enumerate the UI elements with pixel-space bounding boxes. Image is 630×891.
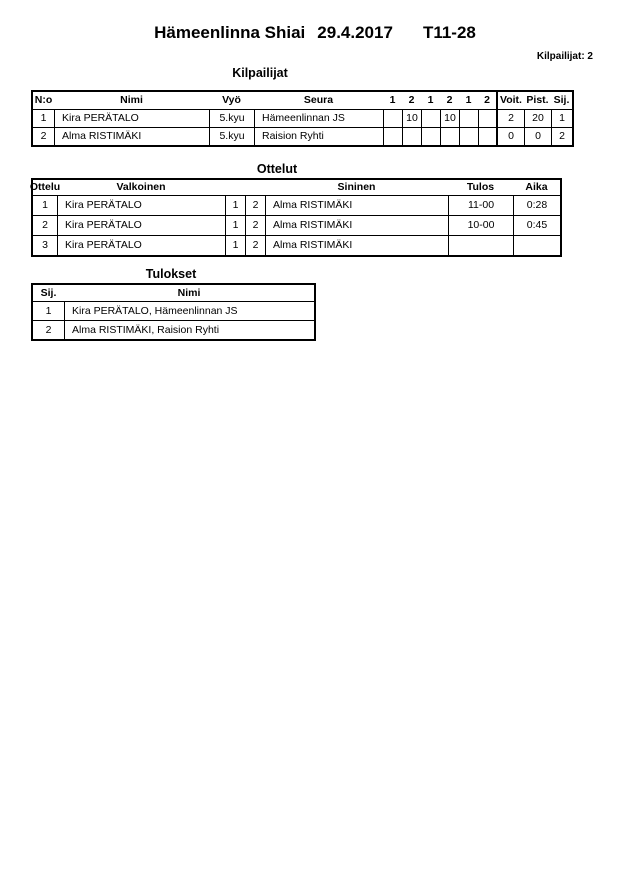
- cell-score-4: 10: [440, 110, 459, 127]
- table-tulokset: [31, 283, 316, 341]
- col-header-score-4: 2: [446, 94, 453, 107]
- cell-aika: 0:28: [513, 196, 560, 215]
- cell-nimi: Alma RISTIMÄKI: [54, 128, 209, 145]
- cell-blue-num: 2: [245, 236, 265, 255]
- table-header-row: [29, 180, 560, 195]
- table-row: [33, 235, 560, 255]
- table-header-row: [33, 285, 314, 301]
- participants-count: Kilpailijat: 2: [536, 51, 593, 62]
- col-header-score-2: 2: [408, 94, 415, 107]
- table-row: [33, 109, 572, 127]
- title-category: T11-28: [422, 23, 476, 42]
- cell-valkoinen: Kira PERÄTALO: [57, 236, 225, 255]
- cell-white-num: 1: [225, 216, 245, 235]
- col-header-no: N:o: [34, 94, 53, 107]
- cell-nimi: Kira PERÄTALO, Hämeenlinnan JS: [64, 302, 314, 320]
- cell-pist: 0: [524, 128, 551, 145]
- cell-nimi: Kira PERÄTALO: [54, 110, 209, 127]
- title-date: 29.4.2017: [317, 23, 393, 42]
- cell-nimi: Alma RISTIMÄKI, Raision Ryhti: [64, 321, 314, 339]
- cell-sininen: Alma RISTIMÄKI: [265, 196, 448, 215]
- cell-sij: 1: [551, 110, 572, 127]
- cell-tulos: 10-00: [448, 216, 513, 235]
- table-row: [33, 127, 572, 145]
- section-heading-kilpailijat: Kilpailijat: [232, 66, 288, 80]
- cell-score-3: [421, 128, 440, 145]
- table-row: [33, 301, 314, 320]
- cell-vyo: 5.kyu: [209, 110, 254, 127]
- cell-score-2: [402, 128, 421, 145]
- table-ottelut: [31, 178, 562, 257]
- col-header-aika: Aika: [525, 181, 548, 194]
- cell-pist: 20: [524, 110, 551, 127]
- col-header-sij: Sij.: [553, 94, 570, 107]
- col-header-seura: Seura: [303, 94, 334, 107]
- cell-sininen: Alma RISTIMÄKI: [265, 216, 448, 235]
- cell-valkoinen: Kira PERÄTALO: [57, 196, 225, 215]
- table-header-row: [33, 92, 572, 109]
- cell-tulos: 11-00: [448, 196, 513, 215]
- cell-score-6: [478, 110, 496, 127]
- col-header-pist: Pist.: [526, 94, 549, 107]
- col-header-score-6: 2: [484, 94, 490, 107]
- cell-score-2: 10: [402, 110, 421, 127]
- table-row: [33, 320, 314, 339]
- col-header-score-3: 1: [427, 94, 434, 107]
- col-header-score-5: 1: [465, 94, 472, 107]
- col-header-nimi: Nimi: [120, 94, 143, 107]
- cell-voit: 0: [496, 128, 524, 145]
- cell-sininen: Alma RISTIMÄKI: [265, 236, 448, 255]
- table-row: [33, 215, 560, 235]
- cell-score-1: [383, 110, 402, 127]
- cell-vyo: 5.kyu: [209, 128, 254, 145]
- cell-no: 1: [40, 112, 47, 125]
- cell-score-1: [383, 128, 402, 145]
- section-heading-ottelut: Ottelut: [256, 162, 298, 176]
- table-row: [33, 195, 560, 215]
- cell-ottelu-no: 3: [42, 239, 48, 252]
- cell-ottelu-no: 1: [42, 199, 48, 212]
- col-header-voit: Voit.: [496, 92, 524, 109]
- col-header-vyo: Vyö: [222, 94, 241, 107]
- cell-seura: Hämeenlinnan JS: [254, 110, 383, 127]
- cell-voit: 2: [496, 110, 524, 127]
- page-title: [0, 23, 630, 43]
- cell-white-num: 1: [225, 196, 245, 215]
- cell-seura: Raision Ryhti: [254, 128, 383, 145]
- cell-no: 2: [40, 130, 47, 143]
- col-header-empty: [245, 180, 265, 195]
- col-header-nimi: Nimi: [177, 286, 201, 299]
- col-header-empty: [225, 180, 245, 195]
- cell-sij: 2: [551, 128, 572, 145]
- col-header-sij: Sij.: [40, 286, 57, 299]
- cell-white-num: 1: [225, 236, 245, 255]
- cell-blue-num: 2: [245, 196, 265, 215]
- col-header-valkoinen: Valkoinen: [116, 181, 166, 194]
- cell-sij: 1: [45, 304, 52, 317]
- table-kilpailijat: [31, 90, 574, 147]
- cell-tulos: [448, 236, 513, 255]
- col-header-score-1: 1: [389, 94, 396, 107]
- cell-score-5: [459, 110, 478, 127]
- cell-ottelu-no: 2: [42, 219, 48, 232]
- col-header-tulos: Tulos: [466, 181, 495, 194]
- cell-aika: 0:45: [513, 216, 560, 235]
- cell-aika: [513, 236, 560, 255]
- cell-score-6: [478, 128, 496, 145]
- section-heading-tulokset: Tulokset: [145, 267, 197, 281]
- cell-score-5: [459, 128, 478, 145]
- col-header-ottelu: Ottelu: [29, 181, 61, 194]
- cell-score-4: [440, 128, 459, 145]
- cell-score-3: [421, 110, 440, 127]
- cell-sij: 2: [45, 323, 52, 336]
- title-event: Hämeenlinna Shiai: [154, 23, 306, 42]
- cell-blue-num: 2: [245, 216, 265, 235]
- col-header-sininen: Sininen: [337, 181, 376, 194]
- cell-valkoinen: Kira PERÄTALO: [57, 216, 225, 235]
